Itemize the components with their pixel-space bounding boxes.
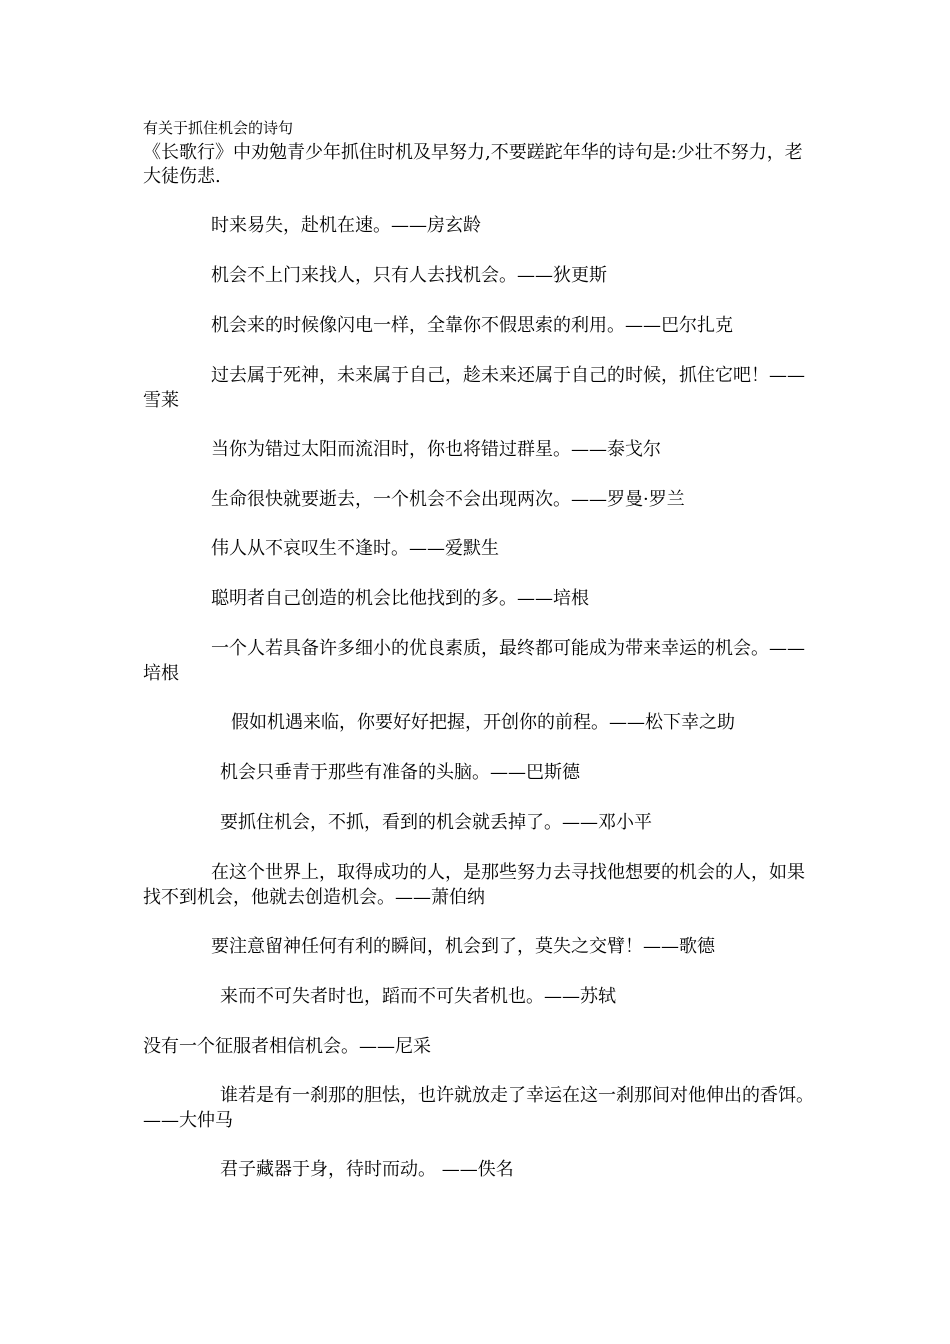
quote-item: 一个人若具备许多细小的优良素质，最终都可能成为带来幸运的机会。——培根 [143,638,805,684]
quote-item: 机会来的时候像闪电一样，全靠你不假思索的利用。——巴尔扎克 [211,315,733,336]
document-title: 有关于抓住机会的诗句 [143,119,294,137]
quote-item: 假如机遇来临，你要好好把握，开创你的前程。——松下幸之助 [231,712,735,733]
quote-item: 机会不上门来找人，只有人去找机会。——狄更斯 [211,265,607,286]
quote-item: 当你为错过太阳而流泪时，你也将错过群星。——泰戈尔 [211,439,661,460]
quote-item: 过去属于死神，未来属于自己，趁未来还属于自己的时候，抓住它吧！——雪莱 [143,365,805,411]
quote-item: 要注意留神任何有利的瞬间，机会到了，莫失之交臂！——歌德 [211,936,715,957]
quote-item: 来而不可失者时也，蹈而不可失者机也。——苏轼 [220,986,616,1007]
quote-item: 没有一个征服者相信机会。——尼采 [143,1036,431,1057]
quote-item: 谁若是有一刹那的胆怯，也许就放走了幸运在这一刹那间对他伸出的香饵。——大仲马 [143,1085,814,1131]
quote-item: 聪明者自己创造的机会比他找到的多。——培根 [211,588,589,609]
quote-item: 要抓住机会，不抓，看到的机会就丢掉了。——邓小平 [220,812,652,833]
quote-item: 时来易失，赴机在速。——房玄龄 [211,215,481,236]
quote-item: 伟人从不哀叹生不逢时。——爱默生 [211,538,499,559]
quote-item: 机会只垂青于那些有准备的头脑。——巴斯德 [220,762,580,783]
intro-paragraph: 《长歌行》中劝勉青少年抓住时机及早努力,不要蹉跎年华的诗句是:少壮不努力，老大徒伤悲. [143,142,803,187]
quote-item: 生命很快就要逝去，一个机会不会出现两次。——罗曼·罗兰 [211,489,685,510]
quote-item: 君子藏器于身，待时而动。 ——佚名 [220,1159,514,1180]
quote-item: 在这个世界上，取得成功的人，是那些努力去寻找他想要的机会的人，如果找不到机会，他就去创造机会。——萧伯纳 [143,862,805,908]
